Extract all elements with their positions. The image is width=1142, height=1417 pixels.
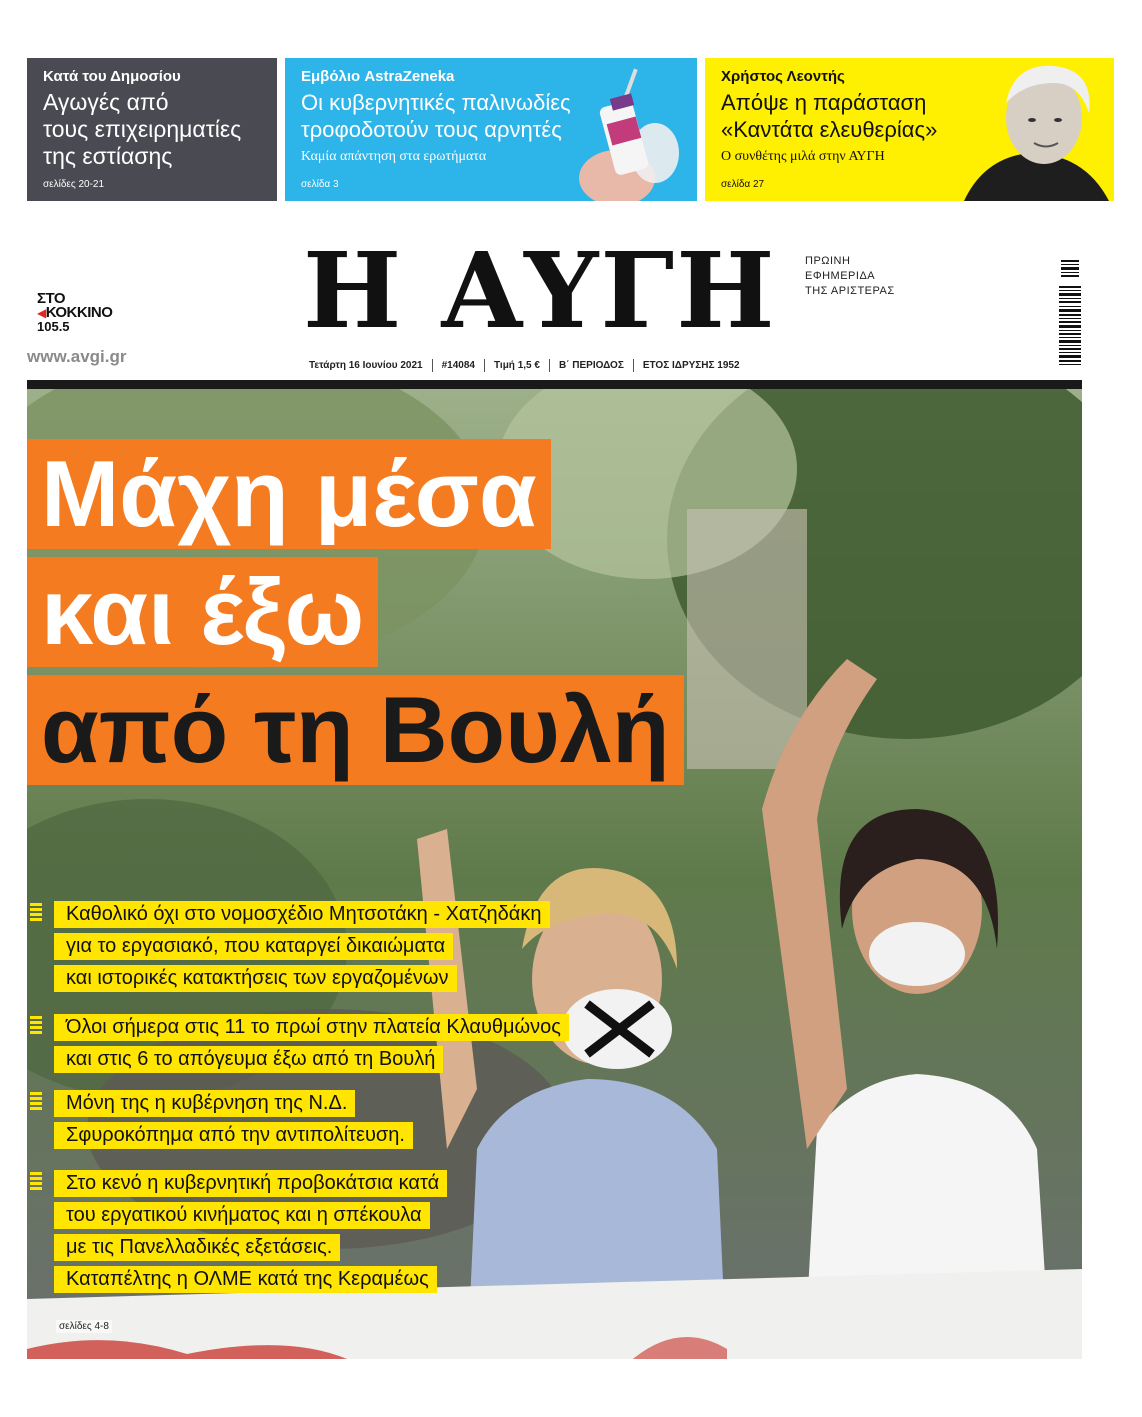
teaser-pages: σελίδα 27: [721, 179, 765, 190]
bullet-line: Καθολικό όχι στο νομοσχέδιο Μητσοτάκη - Χατζηδάκη: [54, 901, 550, 928]
teaser-headline-line: τους επιχειρηματίες: [43, 116, 242, 142]
main-headline-line: Μάχη μέσα: [27, 439, 551, 549]
masthead-logo: Η ΑΥΓΗ: [303, 229, 777, 352]
story-bullet: [54, 901, 550, 997]
teaser-headline-line: της εστίασης: [43, 143, 173, 169]
tagline-line: ΠΡΩΙΝΗ: [805, 255, 851, 267]
bullet-marker-icon: [30, 1016, 42, 1036]
bullet-line: και στις 6 το απόγευμα έξω από τη Βουλή: [54, 1046, 443, 1073]
teaser-kicker: Εμβόλιο AstraZeneka: [301, 68, 455, 85]
radio-logo-frequency: 105.5: [37, 319, 70, 334]
bullet-line: Σφυροκόπημα από την αντιπολίτευση.: [54, 1122, 413, 1149]
bullet-marker-icon: [30, 1172, 42, 1192]
story-bullet: [54, 1170, 447, 1298]
teaser-headline-line: τροφοδοτούν τους αρνητές: [301, 117, 562, 142]
masthead-meta: [309, 359, 749, 372]
teaser-pages: σελίδα 3: [301, 179, 339, 190]
teaser-headline-line: Οι κυβερνητικές παλινωδίες: [301, 90, 571, 115]
portrait-image: [944, 58, 1114, 201]
bullet-line: Όλοι σήμερα στις 11 το πρωί στην πλατεία Κλαυθμώνος: [54, 1014, 569, 1041]
main-headline-line: από τη Βουλή: [27, 675, 684, 785]
issue-price: Τιμή 1,5 €: [485, 359, 550, 372]
teaser-kicker: Κατά του Δημοσίου: [43, 68, 181, 85]
bullet-line: με τις Πανελλαδικές εξετάσεις.: [54, 1234, 340, 1261]
teaser-leontis[interactable]: [705, 58, 1114, 201]
founded-year: ΕΤΟΣ ΙΔΡΥΣΗΣ 1952: [642, 360, 740, 371]
main-headline-line: και έξω: [27, 557, 378, 667]
teaser-headline: [43, 89, 261, 170]
teaser-dimosio[interactable]: [27, 58, 277, 201]
barcode-icon: [1045, 258, 1081, 370]
cover-story-pages: σελίδες 4-8: [56, 1320, 112, 1333]
issue-number: #14084: [433, 359, 485, 372]
teaser-subhead: Ο συνθέτης μιλά στην ΑΥΓΗ: [721, 149, 885, 164]
teaser-headline-line: Απόψε η παράσταση: [721, 90, 927, 115]
bullet-marker-icon: [30, 1092, 42, 1112]
bullet-line: Καταπέλτης η ΟΛΜΕ κατά της Κεραμέως: [54, 1266, 437, 1293]
bullet-marker-icon: [30, 903, 42, 923]
radio-logo-name: ΚΟΚΚΙΝΟ: [45, 304, 113, 321]
teaser-subhead: Καμία απάντηση στα ερωτήματα: [301, 149, 487, 164]
tagline-line: ΤΗΣ ΑΡΙΣΤΕΡΑΣ: [805, 285, 895, 297]
radio-logo-line: [37, 306, 137, 320]
issue-date: Τετάρτη 16 Ιουνίου 2021: [309, 359, 433, 372]
radio-logo-line: ΣΤΟ: [37, 290, 66, 307]
teaser-astrazeneka[interactable]: [285, 58, 697, 201]
tagline-line: ΕΦΗΜΕΡΙΔΑ: [805, 270, 876, 282]
story-bullet: [54, 1090, 413, 1154]
teaser-headline-line: «Καντάτα ελευθερίας»: [721, 117, 938, 142]
story-bullet: [54, 1014, 569, 1078]
teaser-pages: σελίδες 20-21: [43, 179, 105, 190]
bullet-line: του εργατικού κινήματος και η σπέκουλα: [54, 1202, 430, 1229]
bullet-line: και ιστορικές κατακτήσεις των εργαζομένων: [54, 965, 457, 992]
teaser-kicker: Χρήστος Λεοντής: [721, 68, 845, 85]
bullet-line: για το εργασιακό, που καταργεί δικαιώματα: [54, 933, 453, 960]
issue-period: Β΄ ΠΕΡΙΟΔΟΣ: [550, 359, 634, 372]
bullet-line: Στο κενό η κυβερνητική προβοκάτσια κατά: [54, 1170, 447, 1197]
masthead-tagline: [805, 254, 895, 299]
sto-kokkino-logo[interactable]: [37, 292, 137, 333]
teaser-headline-line: Αγωγές από: [43, 89, 169, 115]
website-link[interactable]: www.avgi.gr: [27, 347, 127, 366]
bullet-line: Μόνη της η κυβέρνηση της Ν.Δ.: [54, 1090, 355, 1117]
vaccine-image: [577, 58, 687, 201]
arrow-icon: ◀: [37, 306, 46, 320]
